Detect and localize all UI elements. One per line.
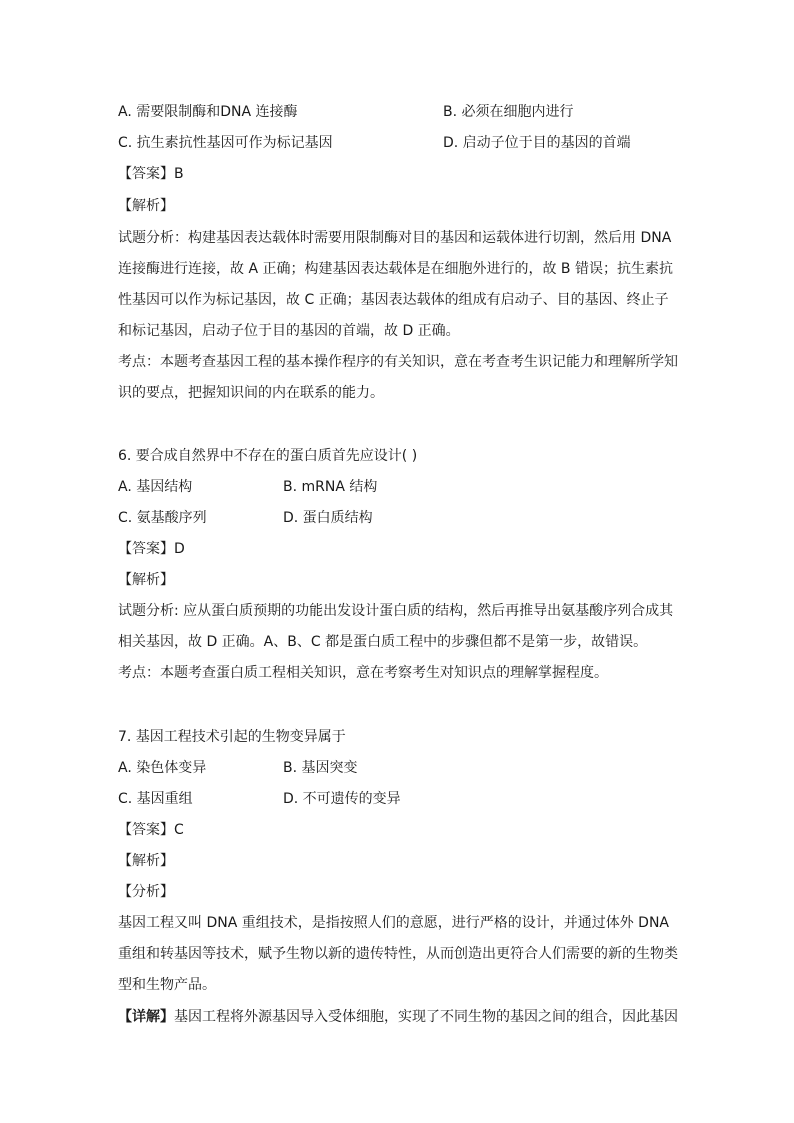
q5-option-b: B. 必须在细胞内进行 [443,104,574,120]
q6-stem: 6. 要合成自然界中不存在的蛋白质首先应设计( ) [118,448,418,464]
q6-answer: 【答案】D [118,541,185,557]
q5-option-d: D. 启动子位于目的基因的首端 [443,135,631,151]
q6-option-a: A. 基因结构 [118,479,193,495]
q7-option-d: D. 不可遗传的变异 [283,791,401,807]
q6-analysis-line-2: 相关基因，故 D 正确。A、B、C 都是蛋白质工程中的步骤但都不是第一步，故错误。 [118,634,648,650]
q7-analysis-label: 【解析】 [118,853,174,869]
q5-answer: 【答案】B [118,166,184,182]
q5-option-c: C. 抗生素抗性基因可作为标记基因 [118,135,333,151]
q5-analysis-label: 【解析】 [118,198,174,214]
q7-detail-line [118,1007,678,1027]
q5-analysis-line-2: 连接酶进行连接，故 A 正确；构建基因表达载体是在细胞外进行的，故 B 错误；抗生素抗 [118,261,673,277]
q7-fenxi-label: 【分析】 [118,884,174,900]
q6-option-d: D. 蛋白质结构 [283,510,373,526]
q5-analysis-line-1: 试题分析：构建基因表达载体时需要用限制酶对目的基因和运载体进行切割，然后用 DNA [118,230,672,246]
q7-option-b: B. 基因突变 [283,760,358,776]
q6-option-b: B. mRNA 结构 [283,479,378,495]
q5-analysis-line-4: 和标记基因，启动子位于目的基因的首端，故 D 正确。 [118,323,460,339]
q6-analysis-line-1: 试题分析: 应从蛋白质预期的功能出发设计蛋白质的结构，然后再推导出氨基酸序列合成其 [118,603,674,619]
q5-analysis-line-3: 性基因可以作为标记基因，故 C 正确；基因表达载体的组成有启动子、目的基因、终止子 [118,292,669,308]
q7-fenxi-line-2: 重组和转基因等技术，赋予生物以新的遗传特性，从而创造出更符合人们需要的新的生物类 [118,946,678,962]
q5-point-line-1: 考点：本题考查基因工程的基本操作程序的有关知识，意在考查考生识记能力和理解所学知 [118,354,678,370]
q7-option-c: C. 基因重组 [118,791,193,807]
q6-analysis-label: 【解析】 [118,572,174,588]
q5-option-a: A. 需要限制酶和DNA 连接酶 [118,104,298,120]
q7-fenxi-line-1: 基因工程又叫 DNA 重组技术，是指按照人们的意愿，进行严格的设计，并通过体外 DNA [118,915,670,931]
q7-answer: 【答案】C [118,822,184,838]
q7-stem: 7. 基因工程技术引起的生物变异属于 [118,729,346,745]
q7-detail-label: 【详解】 [118,1009,174,1025]
q7-detail-text: 基因工程将外源基因导入受体细胞，实现了不同生物的基因之间的组合，因此基因 [174,1009,678,1025]
q5-point-line-2: 识的要点，把握知识间的内在联系的能力。 [118,385,384,401]
q6-point-line-1: 考点：本题考查蛋白质工程相关知识，意在考察考生对知识点的理解掌握程度。 [118,665,608,681]
q7-fenxi-line-3: 型和生物产品。 [118,977,216,993]
q6-option-c: C. 氨基酸序列 [118,510,207,526]
q7-option-a: A. 染色体变异 [118,760,207,776]
